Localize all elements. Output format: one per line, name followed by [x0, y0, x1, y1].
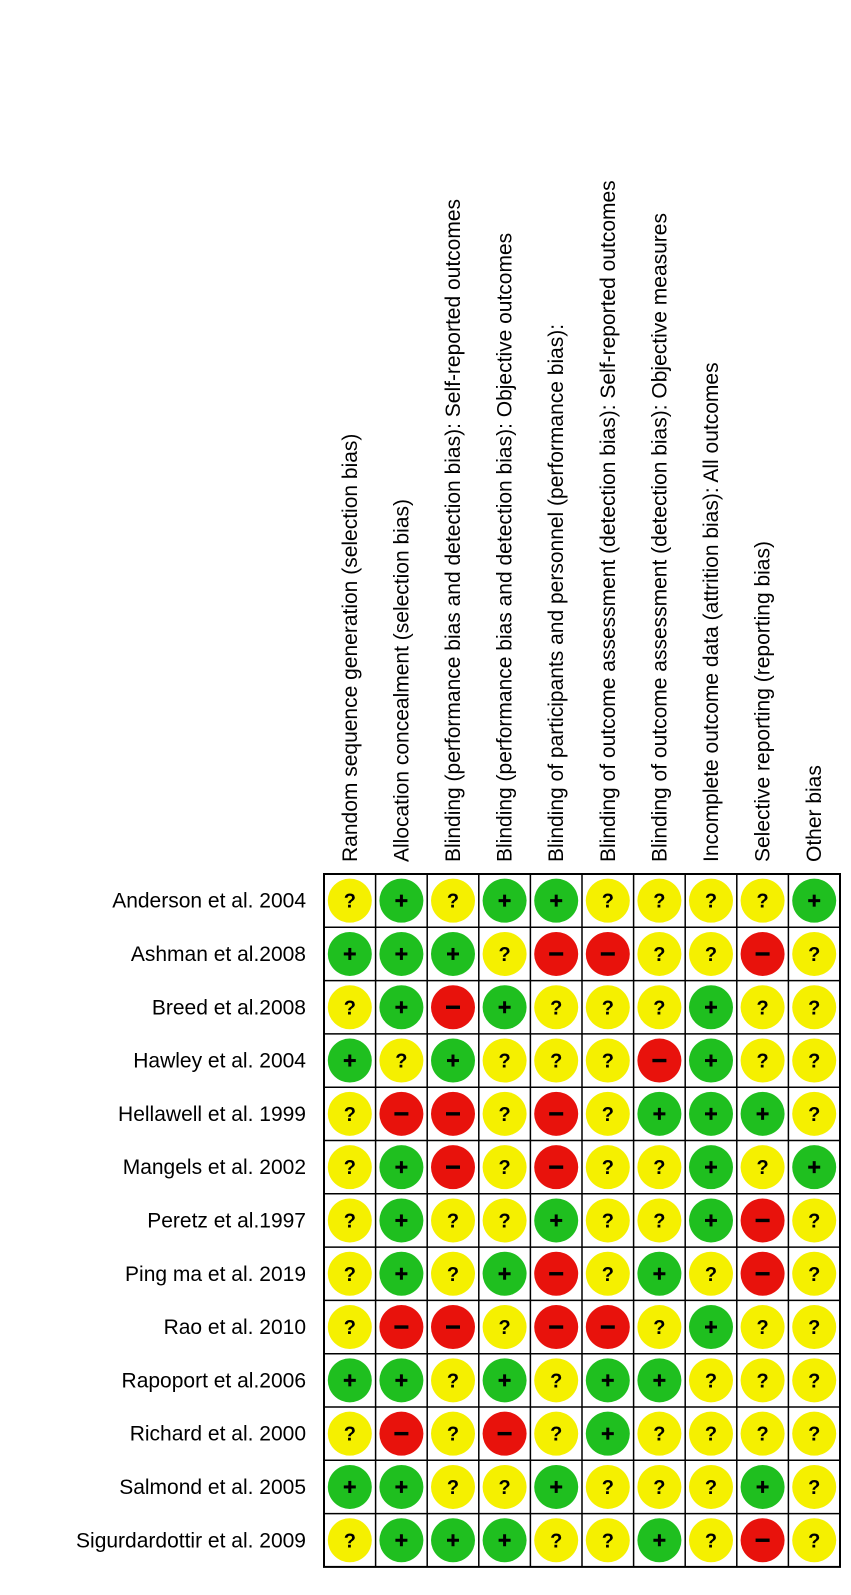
plus-icon-vertical	[400, 1268, 403, 1280]
question-mark-icon: ?	[808, 1423, 821, 1446]
question-mark-icon: ?	[653, 890, 666, 913]
question-mark-icon: ?	[498, 943, 511, 966]
plus-icon-vertical	[348, 1481, 351, 1493]
plus-icon-vertical	[348, 1055, 351, 1067]
plus-icon-vertical	[503, 1268, 506, 1280]
question-mark-icon: ?	[704, 890, 718, 913]
plus-icon-vertical	[606, 1428, 609, 1440]
question-mark-icon: ?	[550, 997, 563, 1020]
question-mark-icon: ?	[343, 1263, 356, 1286]
question-mark-icon: ?	[343, 1530, 356, 1553]
column-label-4: Blinding (performance bias and detection bias): Objective outcomes	[493, 232, 517, 863]
question-mark-icon: ?	[601, 1530, 614, 1553]
column-label-5: Blinding of participants and personnel (performance bias):	[545, 323, 569, 862]
column-label-8: Incomplete outcome data (attrition bias): All outcomes	[700, 362, 723, 862]
plus-icon-vertical	[555, 1481, 558, 1493]
question-mark-icon: ?	[756, 890, 769, 913]
question-mark-icon: ?	[808, 1263, 821, 1286]
plus-icon-vertical	[710, 1108, 713, 1120]
study-label: Hawley et al. 2004	[133, 1049, 306, 1073]
question-mark-icon: ?	[653, 1210, 666, 1233]
question-mark-icon: ?	[395, 1050, 408, 1073]
plus-icon-vertical	[761, 1108, 764, 1120]
question-mark-icon: ?	[704, 1476, 718, 1499]
question-mark-icon: ?	[808, 1530, 821, 1553]
question-mark-icon: ?	[343, 1210, 356, 1233]
question-mark-icon: ?	[601, 997, 614, 1020]
plus-icon-vertical	[813, 895, 816, 907]
plus-icon-vertical	[348, 1374, 351, 1386]
question-mark-icon: ?	[653, 943, 666, 966]
minus-icon	[446, 1006, 460, 1009]
plus-icon-vertical	[555, 1214, 558, 1226]
study-label: Richard et al. 2000	[129, 1422, 306, 1446]
column-label-2: Allocation concealment (selection bias)	[390, 498, 414, 862]
question-mark-icon: ?	[653, 1157, 666, 1180]
question-mark-icon: ?	[808, 1050, 821, 1073]
minus-icon	[652, 1059, 666, 1062]
plus-icon-vertical	[658, 1108, 661, 1120]
question-mark-icon: ?	[808, 943, 821, 966]
plus-icon-vertical	[452, 948, 455, 960]
question-mark-icon: ?	[446, 1263, 460, 1286]
question-mark-icon: ?	[498, 1103, 511, 1126]
question-mark-icon: ?	[343, 1157, 356, 1180]
minus-icon	[601, 1325, 615, 1328]
question-mark-icon: ?	[601, 1476, 614, 1499]
minus-icon	[446, 1165, 460, 1168]
column-labels	[339, 180, 826, 862]
question-mark-icon: ?	[756, 1423, 769, 1446]
question-mark-icon: ?	[601, 1210, 614, 1233]
minus-icon	[394, 1432, 408, 1435]
study-label: Mangels et al. 2002	[122, 1156, 306, 1180]
plus-icon-vertical	[400, 895, 403, 907]
minus-icon	[394, 1112, 408, 1115]
question-mark-icon: ?	[808, 1370, 821, 1393]
study-label: Hellawell et al. 1999	[118, 1102, 306, 1126]
plus-icon-vertical	[658, 1268, 661, 1280]
question-mark-icon: ?	[498, 1317, 511, 1340]
plus-icon-vertical	[400, 1214, 403, 1226]
plus-icon-vertical	[400, 1161, 403, 1173]
plus-icon-vertical	[348, 948, 351, 960]
question-mark-icon: ?	[550, 1530, 563, 1553]
study-label: Breed et al.2008	[151, 996, 306, 1020]
minus-icon	[756, 1539, 770, 1542]
study-label: Anderson et al. 2004	[112, 889, 306, 913]
question-mark-icon: ?	[756, 1317, 769, 1340]
question-mark-icon: ?	[704, 1423, 718, 1446]
plus-icon-vertical	[400, 1481, 403, 1493]
minus-icon	[756, 952, 770, 955]
question-mark-icon: ?	[756, 1370, 769, 1393]
plus-icon-vertical	[452, 1055, 455, 1067]
question-mark-icon: ?	[756, 1157, 769, 1180]
minus-icon	[446, 1325, 460, 1328]
plus-icon-vertical	[400, 1534, 403, 1546]
plus-icon-vertical	[710, 1055, 713, 1067]
plus-icon-vertical	[606, 1374, 609, 1386]
question-mark-icon: ?	[550, 1050, 563, 1073]
plus-icon-vertical	[555, 895, 558, 907]
plus-icon-vertical	[710, 1001, 713, 1013]
question-mark-icon: ?	[343, 890, 356, 913]
question-mark-icon: ?	[498, 1476, 511, 1499]
plus-icon-vertical	[658, 1534, 661, 1546]
minus-icon	[549, 1165, 563, 1168]
question-mark-icon: ?	[808, 997, 821, 1020]
question-mark-icon: ?	[704, 1370, 718, 1393]
question-mark-icon: ?	[550, 1423, 563, 1446]
study-label: Ashman et al.2008	[130, 942, 306, 966]
column-label-3: Blinding (performance bias and detection bias): Self-reported outcomes	[442, 198, 465, 862]
study-label: Ping ma et al. 2019	[125, 1262, 306, 1286]
question-mark-icon: ?	[653, 997, 666, 1020]
question-mark-icon: ?	[446, 1210, 460, 1233]
question-mark-icon: ?	[808, 1476, 821, 1499]
question-mark-icon: ?	[601, 1157, 614, 1180]
minus-icon	[549, 1325, 563, 1328]
plus-icon-vertical	[710, 1321, 713, 1333]
plus-icon-vertical	[400, 1001, 403, 1013]
plus-icon-vertical	[503, 1374, 506, 1386]
question-mark-icon: ?	[653, 1317, 666, 1340]
study-label: Peretz et al.1997	[147, 1209, 306, 1233]
study-label: Salmond et al. 2005	[119, 1475, 306, 1499]
question-mark-icon: ?	[756, 997, 769, 1020]
question-mark-icon: ?	[343, 1103, 356, 1126]
question-mark-icon: ?	[808, 1103, 821, 1126]
minus-icon	[549, 1272, 563, 1275]
plus-icon-vertical	[503, 1534, 506, 1546]
question-mark-icon: ?	[601, 1050, 614, 1073]
row-labels	[76, 890, 306, 1553]
plus-icon-vertical	[400, 1374, 403, 1386]
minus-icon	[601, 952, 615, 955]
column-label-7: Blinding of outcome assessment (detection bias): Objective measures	[648, 213, 672, 862]
study-label: Rao et al. 2010	[163, 1316, 306, 1340]
column-label-10: Other bias	[803, 765, 827, 862]
question-mark-icon: ?	[550, 1370, 563, 1393]
question-mark-icon: ?	[601, 1263, 614, 1286]
question-mark-icon: ?	[704, 943, 718, 966]
plus-icon-vertical	[503, 1001, 506, 1013]
question-mark-icon: ?	[446, 890, 460, 913]
minus-icon	[549, 952, 563, 955]
question-mark-icon: ?	[446, 1370, 460, 1393]
question-mark-icon: ?	[653, 1476, 666, 1499]
question-mark-icon: ?	[343, 1423, 356, 1446]
question-mark-icon: ?	[601, 1103, 614, 1126]
question-mark-icon: ?	[601, 890, 614, 913]
plus-icon-vertical	[813, 1161, 816, 1173]
minus-icon	[394, 1325, 408, 1328]
question-mark-icon: ?	[446, 1476, 460, 1499]
question-mark-icon: ?	[446, 1423, 460, 1446]
question-mark-icon: ?	[498, 1210, 511, 1233]
column-label-9: Selective reporting (reporting bias)	[751, 541, 775, 862]
question-mark-icon: ?	[756, 1050, 769, 1073]
plus-icon-vertical	[761, 1481, 764, 1493]
plus-icon-vertical	[452, 1534, 455, 1546]
minus-icon	[756, 1219, 770, 1222]
minus-icon	[549, 1112, 563, 1115]
plus-icon-vertical	[400, 948, 403, 960]
question-mark-icon: ?	[653, 1423, 666, 1446]
question-mark-icon: ?	[343, 1317, 356, 1340]
plus-icon-vertical	[503, 895, 506, 907]
plus-icon-vertical	[658, 1374, 661, 1386]
minus-icon	[498, 1432, 512, 1435]
plus-icon-vertical	[710, 1161, 713, 1173]
plus-icon-vertical	[710, 1214, 713, 1226]
study-label: Rapoport et al.2006	[121, 1369, 306, 1393]
question-mark-icon: ?	[808, 1317, 821, 1340]
minus-icon	[446, 1112, 460, 1115]
study-label: Sigurdardottir et al. 2009	[76, 1529, 306, 1553]
question-mark-icon: ?	[343, 997, 356, 1020]
question-mark-icon: ?	[498, 1157, 511, 1180]
question-mark-icon: ?	[498, 1050, 511, 1073]
question-mark-icon: ?	[808, 1210, 821, 1233]
minus-icon	[756, 1272, 770, 1275]
question-mark-icon: ?	[704, 1263, 718, 1286]
column-label-6: Blinding of outcome assessment (detection bias): Self-reported outcomes	[596, 180, 620, 862]
question-mark-icon: ?	[704, 1530, 718, 1553]
column-label-1: Random sequence generation (selection bias)	[338, 433, 362, 862]
